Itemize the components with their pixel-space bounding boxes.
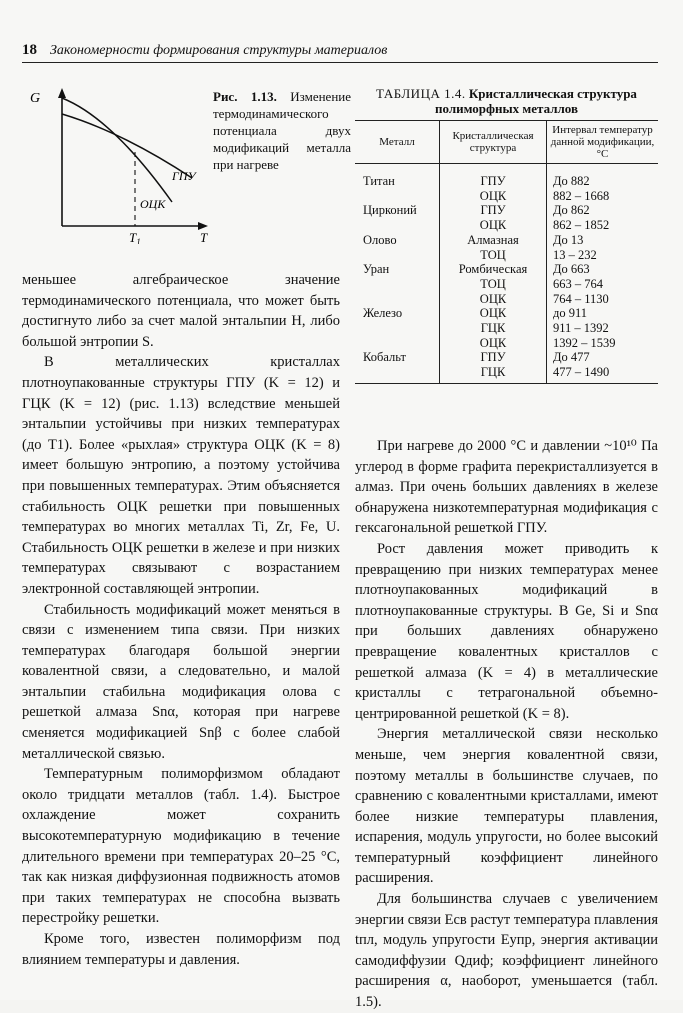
cell-interval: 1392 – 1539 xyxy=(547,336,659,351)
t1-label: $T_1$ xyxy=(129,230,141,244)
cell-structure: ОЦК xyxy=(440,218,547,233)
cell-structure: ОЦК xyxy=(440,336,547,351)
running-title: Закономерности формирования структуры материалов xyxy=(50,43,388,58)
cell-interval: 764 – 1130 xyxy=(547,292,659,307)
cell-interval: до 911 xyxy=(547,306,659,321)
cell-interval: 13 – 232 xyxy=(547,248,659,263)
table-label: ТАБЛИЦА 1.4. xyxy=(376,86,466,101)
cell-structure: ГЦК xyxy=(440,365,547,383)
cell-metal xyxy=(355,218,440,233)
cell-interval: До 13 xyxy=(547,233,659,248)
cell-interval: До 882 xyxy=(547,164,659,189)
table-row xyxy=(355,248,658,263)
figure-caption-text: Изменение термодинамического потенциала двух модификаций металла при нагреве xyxy=(213,89,352,172)
table-row xyxy=(355,262,658,277)
cell-metal xyxy=(355,365,440,383)
table-row xyxy=(355,306,658,321)
cell-structure: ОЦК xyxy=(440,189,547,204)
cell-structure: Ромбическая xyxy=(440,262,547,277)
figure-1-13 xyxy=(22,86,212,244)
figure-plot xyxy=(22,86,212,244)
cell-interval: До 477 xyxy=(547,350,659,365)
cell-interval: 477 – 1490 xyxy=(547,365,659,383)
paragraph: Температурным полиморфизмом обладают около тридцати металлов (табл. 1.4). Быстрое охлаждение может сохранить высокотемпературную модификацию в течение длительного времени при температурах 20–25 °С, так как низкая диффузионная подвижность атомов при таких температурах не способна вызвать перестройку решетки. xyxy=(22,766,340,927)
table-row xyxy=(355,365,658,383)
table-row xyxy=(355,218,658,233)
cell-interval: До 663 xyxy=(547,262,659,277)
paragraph: Стабильность модификаций может меняться в связи с изменением типа связи. При низких температурах благодаря большой энергии ковалентной связи, а следовательно, и малой энтальпии стабильна модификация олова с решеткой алмаза Snα, которая при нагреве сменяется модификацией Snβ с более слабой металлической связью. xyxy=(22,601,340,762)
cell-structure: ГПУ xyxy=(440,203,547,218)
cell-metal xyxy=(355,277,440,292)
figure-caption xyxy=(213,88,351,173)
cell-interval: 882 – 1668 xyxy=(547,189,659,204)
cell-structure: Алмазная xyxy=(440,233,547,248)
table-row xyxy=(355,321,658,336)
cell-metal: Олово xyxy=(363,232,397,247)
curve-label-gpu: ГПУ xyxy=(172,169,196,183)
table-header-interval: Интервал температур данной модификации, °С xyxy=(547,121,659,164)
left-column xyxy=(22,270,340,970)
cell-metal: Уран xyxy=(363,262,390,277)
right-column xyxy=(355,436,658,1013)
cell-metal xyxy=(355,189,440,204)
table-row xyxy=(355,277,658,292)
axis-label-t: T xyxy=(200,230,208,244)
curve-ock xyxy=(62,98,172,202)
cell-structure: ГЦК xyxy=(440,321,547,336)
table-row xyxy=(355,189,658,204)
paragraph: Кроме того, известен полиморфизм под влиянием температуры и давления. xyxy=(22,931,340,968)
table-caption: Кристаллическая структура полиморфных металлов xyxy=(435,86,637,116)
cell-metal: Железо xyxy=(363,306,403,321)
cell-structure: ОЦК xyxy=(440,306,547,321)
cell-structure: ГПУ xyxy=(440,164,547,189)
table-row xyxy=(355,350,658,365)
cell-metal xyxy=(355,321,440,336)
paragraph: Рост давления может приводить к превращению при низких температурах менее плотноупакованных модификаций в плотноупакованные структуры. В Ge, Si и Snα при больших давлениях обнаружено превращение ковалентных кристаллов с решеткой алмаза (K = 4) в металлические кристаллы с тетрагональной объемно-центрированной решеткой (K = 8). xyxy=(355,540,658,722)
cell-interval: 663 – 764 xyxy=(547,277,659,292)
table-header-row xyxy=(355,121,658,164)
cell-interval: 911 – 1392 xyxy=(547,321,659,336)
table-row xyxy=(355,292,658,307)
table-row xyxy=(355,233,658,248)
page-number: 18 xyxy=(22,42,37,58)
x-axis-arrow-icon xyxy=(198,222,208,230)
table-title xyxy=(355,86,658,116)
cell-metal xyxy=(355,336,440,351)
cell-interval: До 862 xyxy=(547,203,659,218)
table-1-4 xyxy=(355,120,658,384)
table-row xyxy=(355,203,658,218)
cell-metal xyxy=(355,248,440,263)
table-header-metal: Металл xyxy=(355,121,440,164)
curve-label-ock: ОЦК xyxy=(140,197,166,211)
table-row xyxy=(355,336,658,351)
cell-metal xyxy=(355,292,440,307)
cell-structure: ОЦК xyxy=(440,292,547,307)
paragraph: При нагреве до 2000 °С и давлении ~10¹⁰ Па углерод в форме графита перекристаллизуется в алмаз. При очень больших давлениях в железе обнаружена низкотемпературная модификация с гексагональной решеткой ГПУ. xyxy=(355,438,658,537)
cell-structure: ТОЦ xyxy=(440,277,547,292)
paragraph: Энергия металлической связи несколько меньше, чем энергия ковалентной связи, поэтому металлы в большинстве случаев, по сравнению с ковалентными кристаллами, имеют более низкие температуры плавления, испарения, модуль упругости, но более высокий температурный коэффициент линейного расширения. xyxy=(355,726,658,887)
cell-metal: Титан xyxy=(363,174,395,188)
paragraph: меньшее алгебраическое значение термодинамического потенциала, что может быть достигнуто либо за счет малой энтальпии H, либо большой энтропии S. xyxy=(22,272,340,350)
figure-caption-label: Рис. 1.13. xyxy=(213,89,277,104)
cell-structure: ГПУ xyxy=(440,350,547,365)
paragraph: Для большинства случаев с увеличением энергии связи Eсв растут температура плавления tпл, модуль упругости Eупр, энергия активации самодиффузии Qдиф; коэффициент линейного расширения α, наоборот, уменьшается (табл. 1.5). xyxy=(355,891,658,1011)
paragraph: В металлических кристаллах плотноупакованные структуры ГПУ (K = 12) и ГЦК (K = 12) (рис. 1.13) вследствие меньшей энтальпии устойчивы при низких температурах (до T1). Более «рыхлая» структура ОЦК (K = 8) имеет большую энтропию, а поэтому устойчива при повышенных температурах. Этим объясняется стабильность ОЦК решетки при повышенных температурах во многих металлах Ti, Zr, Fe, U. Стабильность ОЦК решетки в железе и при низких температурах связывают с возрастанием электронной составляющей энтропии. xyxy=(22,354,340,597)
y-axis-arrow-icon xyxy=(58,88,66,98)
cell-interval: 862 – 1852 xyxy=(547,218,659,233)
cell-metal: Кобальт xyxy=(363,350,406,365)
page-header xyxy=(22,42,658,63)
cell-metal: Цирконий xyxy=(363,203,417,218)
table-header-structure: Кристаллическая структура xyxy=(440,121,547,164)
cell-structure: ТОЦ xyxy=(440,248,547,263)
axis-label-g: G xyxy=(30,91,41,106)
table-row xyxy=(355,164,658,189)
